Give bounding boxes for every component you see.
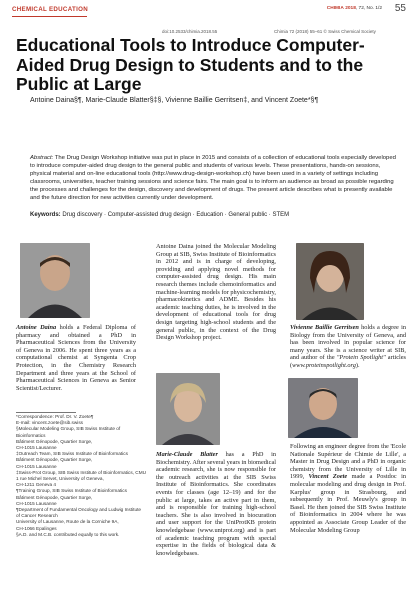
journal-name: CHIMIA [326,6,344,11]
portrait-image [288,378,358,438]
footnote-line: Bâtiment Génopode, Quartier Sorge, [16,438,93,444]
section-rule [12,16,87,17]
bio-antoine-daina [16,324,136,392]
bio-vivienne-baillie-gerritsen [290,324,406,370]
keywords-label: Keywords: [30,212,61,218]
photo-marie-claude-blatter [156,373,220,445]
bio-vincent-zoete [290,443,406,534]
footnote-line: ¶Department of Fundamental Oncology and Ludwig Institute of Cancer Research [16,507,141,519]
journal-year: 2018 [345,6,356,11]
bio-name: Antoine Daina [16,324,57,331]
bio-text: ). [355,361,360,369]
footnote-line: CH-1015 Lausanne [16,463,57,469]
abstract [30,155,402,202]
journal-info [327,6,382,11]
footnote-line: Bâtiment Génopode, Quartier Sorge, [16,457,93,463]
photo-vivienne-baillie-gerritsen [296,243,364,320]
bio-text: holds a Federal Diploma of pharmacy and obtained a PhD in Pharmaceutical Sciences from the University of Geneva in 2006. He spent three years as a computational chemist at Syngenta Crop Protection, in the Chemistry Research Department and three years at the School of Pharmaceutical Sciences in Geneva as Senior Scientist/Lecturer. [16,324,136,392]
bio-link[interactable]: www.proteinspotlight.org [292,361,356,369]
bio-italic: "Protein Spotlight" [336,354,386,362]
section-label: CHEMICAL EDUCATION [12,6,88,13]
footnote-line: CH-1015 Lausanne [16,500,57,506]
footnote-line: *Correspondence: Prof. Dr. V. Zoete¶ [16,414,94,419]
footnote-line: §Molecular Modeling Group, SIB Swiss Institute of Bioinformatics [16,426,121,438]
footnote-line: E-mail: vincent.zoete@sib.swiss [16,420,84,426]
keywords-text: Drug discovery · Computer-assisted drug design · Education · General public · STEM [60,212,290,218]
journal-volume: , 72, No. 1/2 [355,6,382,11]
page-number: 55 [394,3,406,14]
bio-text: holds a degree in Biology from the University of Geneva, and has been involved in popular science for many years. She is a science writer at SIB, and author of the [290,324,406,362]
footnote-line: ¶Training Group, SIB Swiss Institute of Bioinformatics [16,488,127,494]
footnote-line: §A.D. and M.C.B. contributed equally to this work. [16,531,120,537]
article-title: Educational Tools to Introduce Computer-Aided Drug Design to Students and to the Public at Large [16,35,365,94]
footnotes [16,414,146,538]
footnote-line: University of Lausanne, Route de la Corniche 9A, [16,519,119,525]
portrait-image [296,243,364,320]
bio-text: articles ( [290,354,406,369]
footnote-line: CH-1015 Lausanne [16,445,57,451]
photo-antoine-daina [20,243,90,318]
bio-antoine-daina-continued: Antoine Daina joined the Molecular Modeling Group at SIB, Swiss Institute of Bioinformatics in 2012 and is in charge of developing, providing and applying novel methods for computer-assisted drug design. His main research themes include chemoinformatics and machine-learning models for physicochemistry, pharmacokinetics and ADME. Besides his academic teaching duties, he is involved in the development of educational tools for drug design targeting high-school students and the general public, in the context of the Drug Design Workshop project. [156,243,276,342]
abstract-text: The Drug Design Workshop initiative was put in place in 2015 and consists of a collection of educational tools especially developed to introduce computer-aided drug design to the general public and students of various levels. These presentations, hands-on sessions, physical material and on-line educational tools (http://www.drug-design-workshop.ch) have been used in a variety of settings including classrooms, universities, teacher training sessions and science fairs. The main goal is to inform an audience as broad as possible regarding the processes and challenges for the design, discovery and development of drugs. The present article describes what is presently available and the future direction for new activities currently under development. [30,155,396,201]
bio-marie-claude-blatter [156,451,276,557]
footnote-line: ‡Outreach Team, SIB Swiss Institute of Bioinformatics [16,451,128,457]
abstract-label: Abstract: [30,155,54,161]
author-list: Antoine Daina§¶, Marie-Claude Blatter§‡§, Vivienne Baillie Gerritsen‡, and Vincent Zoete*§¶ [30,97,319,104]
portrait-image [20,243,90,318]
photo-vincent-zoete [288,378,358,438]
bio-name: Vincent Zoete [308,473,348,481]
bio-text: has a PhD in Biochemistry. After several years in biomedical academic research, she is now responsible for the outreach activities at the SIB Swiss Institute of Bioinformatics. She coordinates events for classes (age 12–19) and for the public at large, takes an active part in them, and is responsible for training high-school teachers. She is also involved in biocuration and user support for the UniProtKB protein knowledgebase (www.uniprot.org) and is part of academic teaching program with special expertise in the fields of biological data & knowledgebases. [156,451,276,557]
footnote-line: Bâtiment Génopode, Quartier Sorge, [16,494,93,500]
doi: doi:10.2533/chimia.2018.55 [162,29,218,34]
portrait-image [156,373,220,445]
keywords [30,212,402,218]
bio-name: Marie-Claude Blatter [156,451,218,458]
footnote-rule [16,412,76,413]
footnote-line: 1 rue Michel Servet, University of Geneva, [16,476,104,482]
bio-text: made a Postdoc in molecular modeling and drug design in Prof. Karplus' group in Strasbourg, and subsequently in Prof. Meuwly's group in Basel. He then joined the SIB Swiss Institute of Bioinformatics in 2004 where he was appointed as Associate Group Leader of the Molecular Modeling Group [290,473,406,534]
footnote-line: CH-1066 Epalinges [16,525,57,531]
bio-name: Vivienne Baillie Gerritsen [290,324,359,331]
footnote-line: ‡Swiss-Prot Group, SIB Swiss Institute of Bioinformatics, CMU [16,469,146,475]
citation: Chimia 72 (2018) 55–61 © Swiss Chemical Society [274,29,376,34]
bio-text: Following an engineer degree from the 'Ecole Nationale Supérieur de Chimie de Lille', a Master in Drug Design and a PhD in organic chemistry from the University of Lille in 1999, [290,443,406,481]
footnote-line: CH-1211 Geneva 4 [16,482,57,488]
